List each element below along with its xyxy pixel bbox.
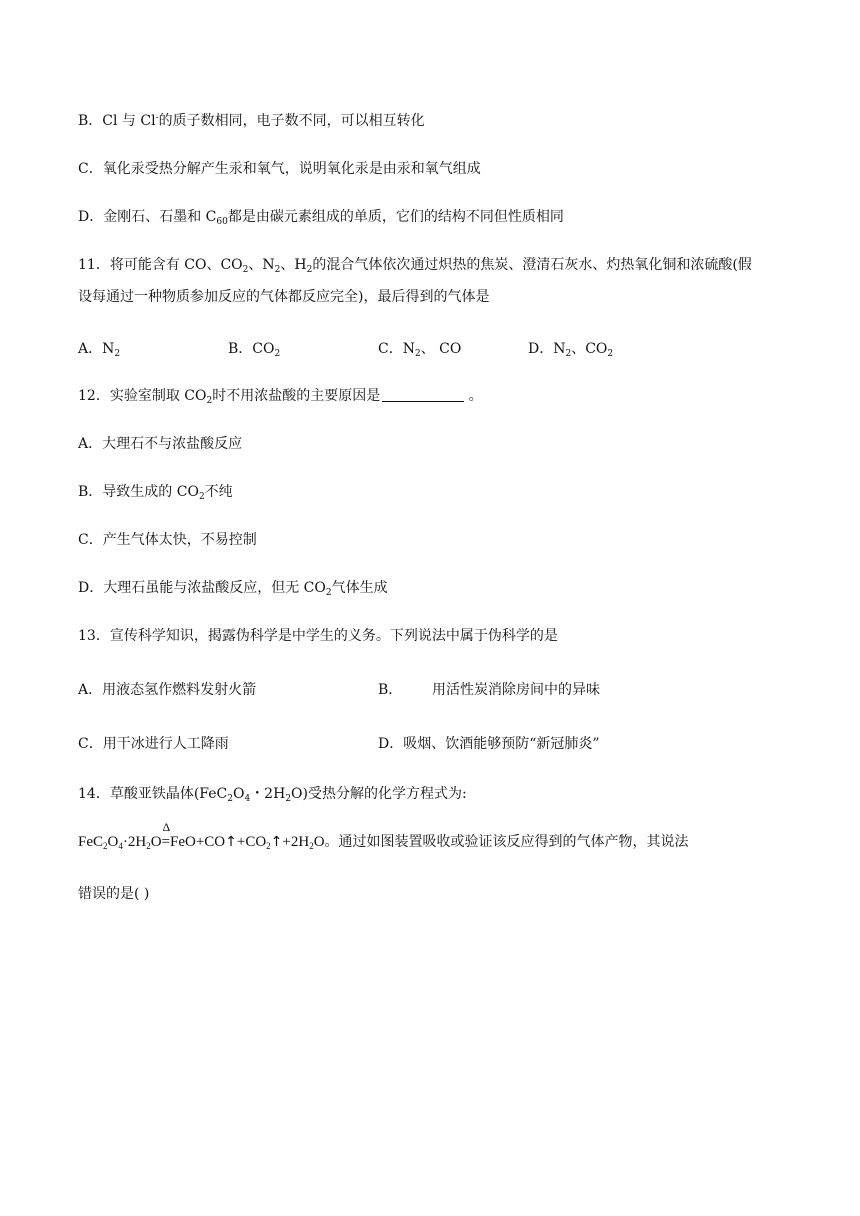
- q12-option-c: C．产生气体太快，不易控制: [78, 532, 257, 548]
- q12-option-d: D．大理石虽能与浓盐酸反应，但无 $CO_2$气体生成: [78, 580, 388, 598]
- q11-option-b: B．$CO_2$: [228, 341, 281, 359]
- q11-option-a: A．$N_2$: [78, 341, 121, 359]
- heat-condition-equals: Δ =: [161, 820, 171, 850]
- q13-option-d: D．吸烟、饮酒能够预防“新冠肺炎”: [378, 736, 600, 752]
- answer-blank[interactable]: [382, 387, 464, 402]
- q11-option-d: D．$N_2$、$CO_2$: [528, 341, 614, 359]
- q11-stem-line2: 设每通过一种物质参加反应的气体都反应完全)，最后得到的气体是: [78, 289, 490, 305]
- q14-stem: 14．草酸亚铁晶体($FeC_2O_4$・$2H_2O$)受热分解的化学方程式为:: [78, 786, 467, 804]
- q10-option-c: C．氧化汞受热分解产生汞和氧气，说明氧化汞是由汞和氧气组成: [78, 161, 481, 177]
- q10-option-d: D．金刚石、石墨和 $C_{60}$都是由碳元素组成的单质，它们的结构不同但性质相同: [78, 209, 564, 227]
- q13-option-b-label: B．: [378, 682, 403, 698]
- q13-option-c: C．用干冰进行人工降雨: [78, 736, 229, 752]
- q13-stem: 13．宣传科学知识，揭露伪科学是中学生的义务。下列说法中属于伪科学的是: [78, 628, 558, 644]
- q11-stem-line1: 11．将可能含有 CO、$CO_2$、$N_2$、$H_2$的混合气体依次通过炽热的焦炭、澄清石灰水、灼热氧化铜和浓硫酸(假: [78, 257, 752, 275]
- q11-option-c: C．$N_2$、 CO: [378, 341, 462, 359]
- q13-option-a: A．用液态氢作燃料发射火箭: [78, 682, 257, 698]
- q12-stem: 12．实验室制取 $CO_2$时不用浓盐酸的主要原因是 。: [78, 388, 483, 406]
- q14-stem-end: 错误的是( ): [78, 886, 150, 902]
- q10-option-b: B．Cl 与 Cl-的质子数相同，电子数不同，可以相互转化: [78, 113, 425, 129]
- q12-option-b: B．导致生成的 $CO_2$不纯: [78, 484, 233, 502]
- q13-option-b-text: 用活性炭消除房间中的异味: [432, 682, 600, 698]
- q12-option-a: A．大理石不与浓盐酸反应: [78, 436, 243, 452]
- gas-arrow-icon: ↑: [270, 834, 283, 850]
- chemical-equation: $FeC_2O_4\cdot 2H_2O$ Δ $=FeO+CO↑+CO_2↑+2H_2O$: [78, 820, 325, 851]
- q14-equation-line: $FeC_2O_4\cdot 2H_2O$ Δ $=FeO+CO↑+CO_2↑+2H_2O$。通过如图装置吸收或验证该反应得到的气体产物，其说法: [78, 820, 689, 851]
- gas-arrow-icon: ↑: [225, 834, 237, 850]
